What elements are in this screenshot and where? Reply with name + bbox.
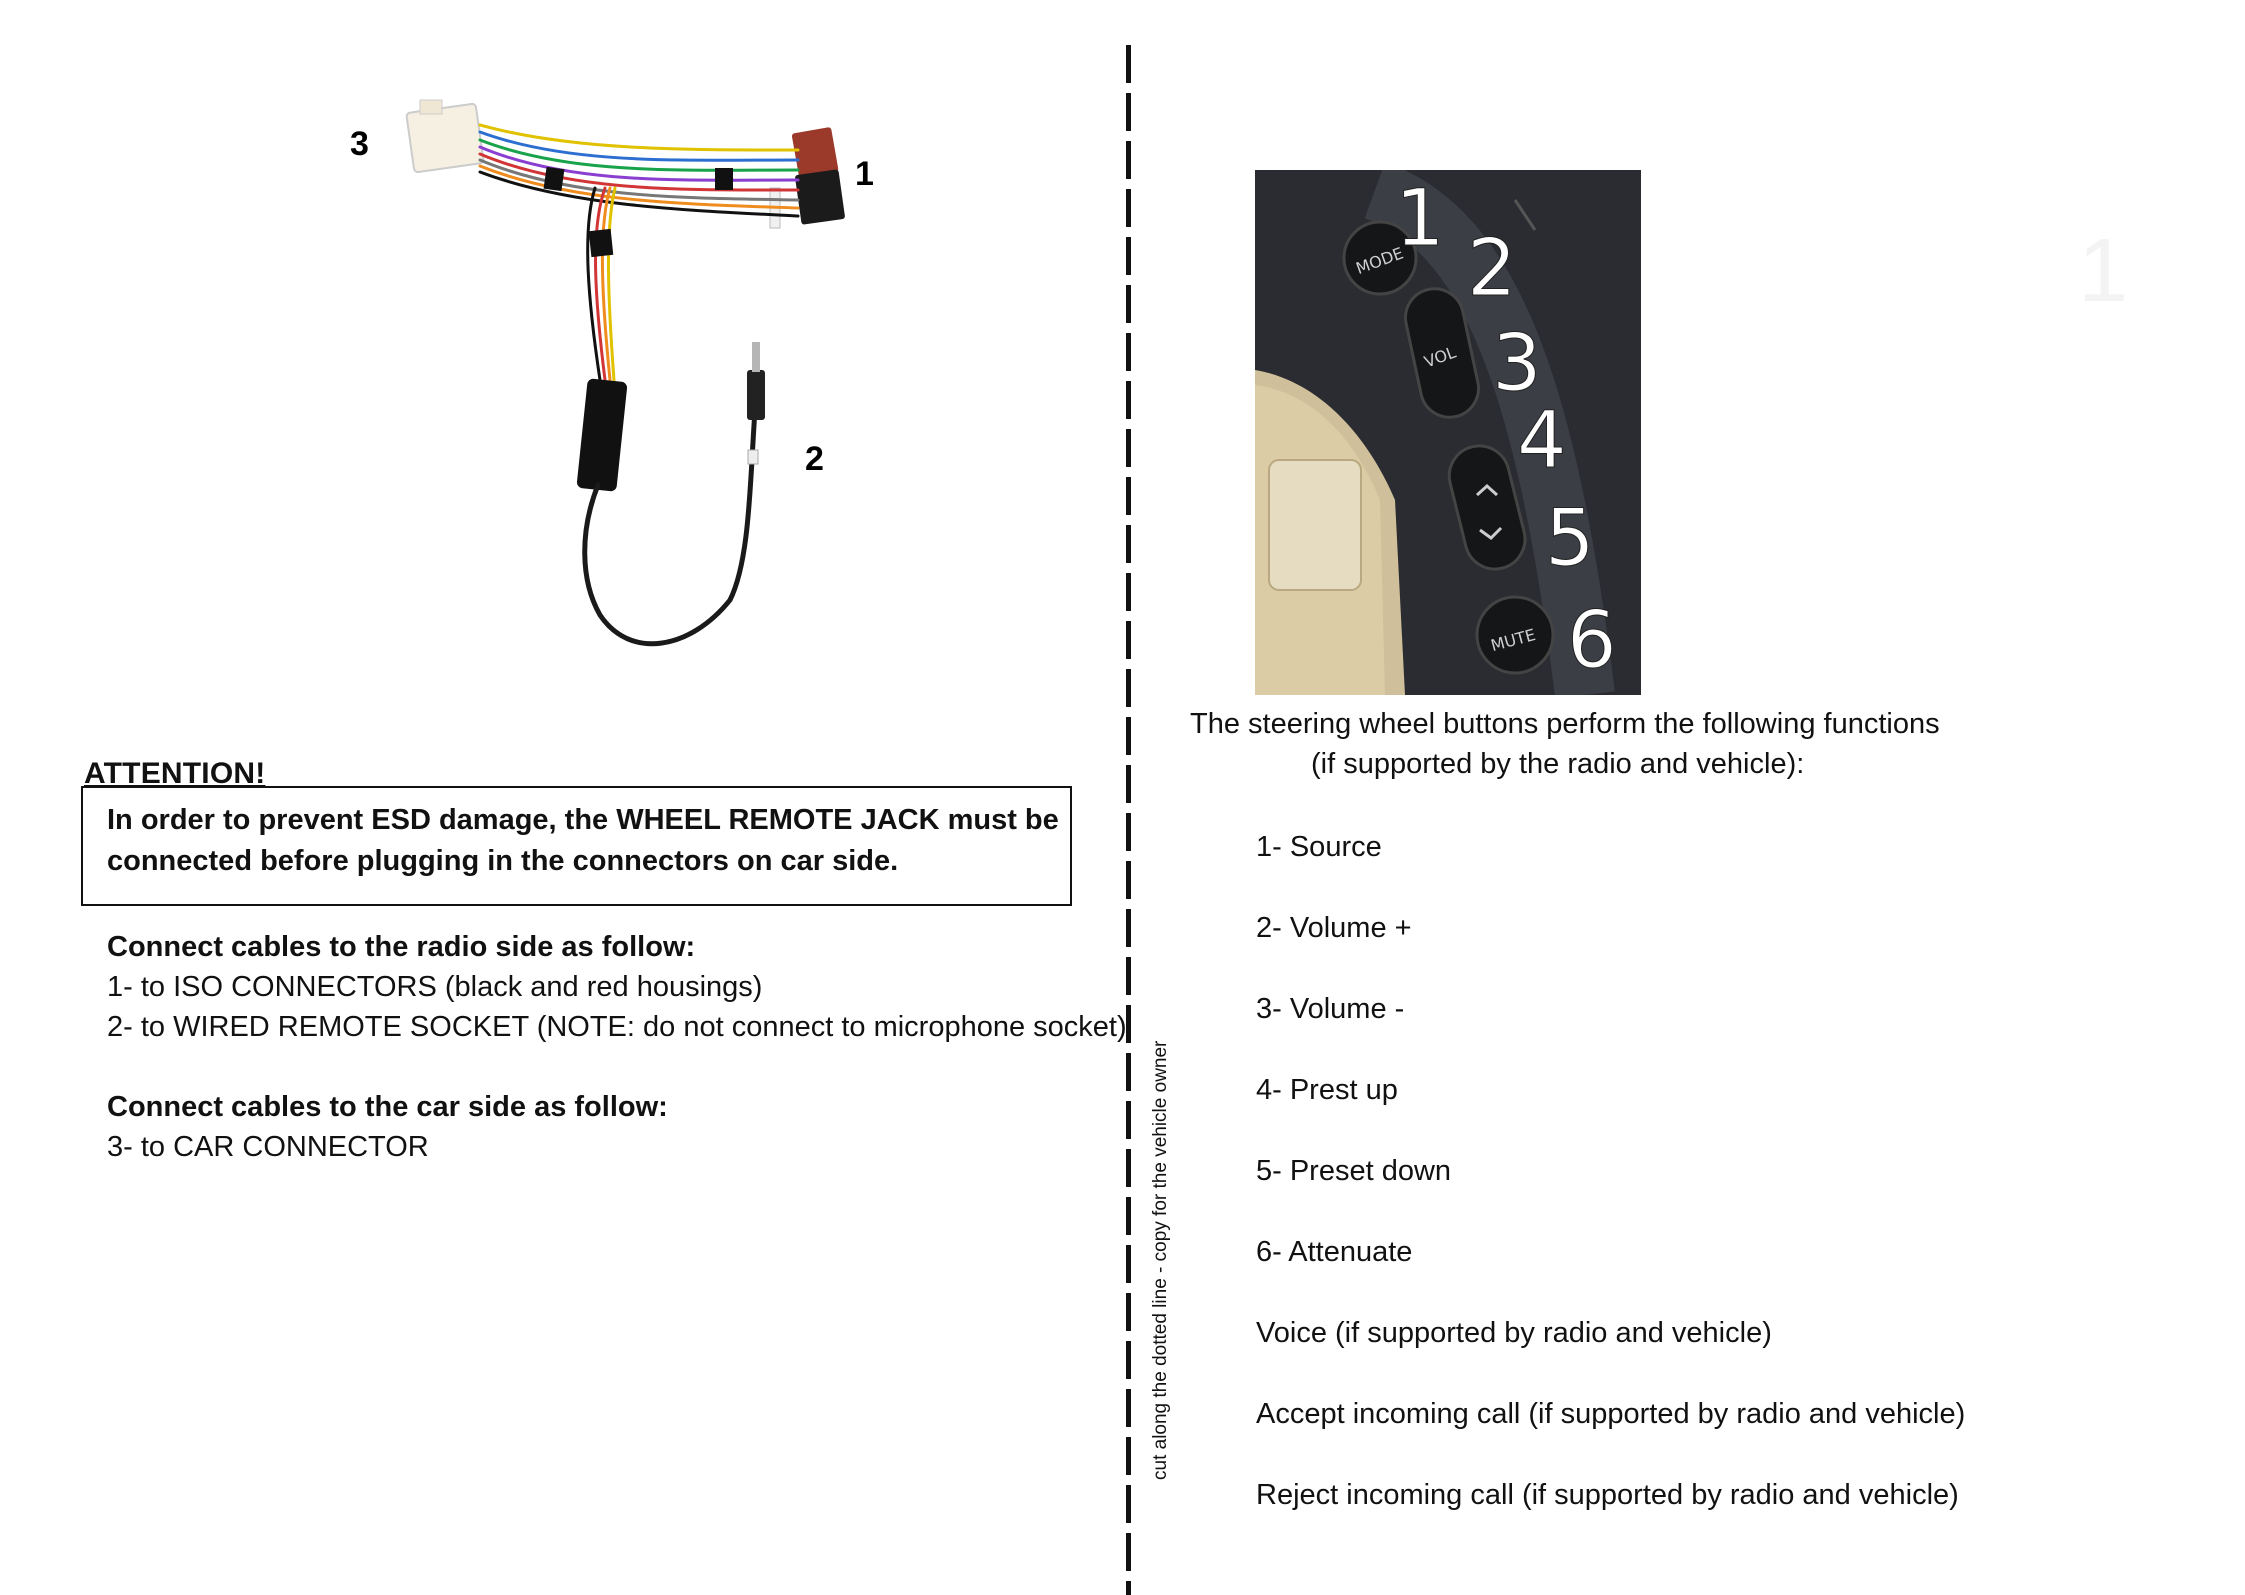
wheel-caption: (if supported by the radio and vehicle): xyxy=(1311,748,1805,780)
function-item: Accept incoming call (if supported by radio and vehicle) xyxy=(1256,1398,1966,1430)
jack-plug xyxy=(747,370,765,420)
function-item: Reject incoming call (if supported by radio and vehicle) xyxy=(1256,1479,1959,1511)
car-connector xyxy=(406,100,484,173)
mode-button-label: MODE xyxy=(1353,243,1406,278)
wheel-number-6: 6 xyxy=(1567,596,1617,686)
car-side-heading: Connect cables to the car side as follow: xyxy=(107,1091,668,1123)
wheel-number-2: 2 xyxy=(1467,224,1517,314)
function-item: Voice (if supported by radio and vehicle) xyxy=(1256,1317,1772,1349)
wheel-number-4: 4 xyxy=(1517,396,1567,486)
callout-3: 3 xyxy=(350,125,369,163)
function-item: 3- Volume - xyxy=(1256,993,1405,1025)
wheel-caption: The steering wheel buttons perform the following functions xyxy=(1190,708,1940,740)
cut-note: cut along the dotted line - copy for the vehicle owner xyxy=(1150,1040,1171,1480)
interface-module xyxy=(576,378,627,492)
attention-line: connected before plugging in the connectors on car side. xyxy=(107,845,899,877)
function-item: 5- Preset down xyxy=(1256,1155,1452,1187)
mute-button-label: MUTE xyxy=(1488,624,1538,656)
faint-page-mark: 1 xyxy=(2078,221,2129,321)
iso-connectors xyxy=(770,127,845,228)
callout-2: 2 xyxy=(805,440,824,478)
cut-line xyxy=(1126,45,1131,1595)
steering-wheel-photo xyxy=(1255,170,1641,695)
radio-side-item: 1- to ISO CONNECTORS (black and red housings) xyxy=(107,971,763,1003)
wheel-number-1: 1 xyxy=(1395,174,1445,264)
function-item: 4- Prest up xyxy=(1256,1074,1398,1106)
attention-line: In order to prevent ESD damage, the WHEEL REMOTE JACK must be xyxy=(107,804,1059,836)
wheel-number-3: 3 xyxy=(1492,319,1542,409)
radio-side-heading: Connect cables to the radio side as follow: xyxy=(107,931,696,963)
function-item: 6- Attenuate xyxy=(1256,1236,1413,1268)
wheel-number-5: 5 xyxy=(1545,494,1595,584)
harness-illustration xyxy=(350,80,910,700)
radio-side-item: 2- to WIRED REMOTE SOCKET (NOTE: do not connect to microphone socket) xyxy=(107,1011,1127,1043)
attention-text xyxy=(107,800,1067,882)
car-side-item: 3- to CAR CONNECTOR xyxy=(107,1131,429,1163)
wire-bundle xyxy=(480,125,798,216)
function-item: 2- Volume + xyxy=(1256,912,1412,944)
vol-button-label: VOL xyxy=(1421,342,1459,372)
callout-1: 1 xyxy=(855,155,874,193)
function-item: 1- Source xyxy=(1256,831,1382,863)
attention-title: ATTENTION! xyxy=(84,757,266,790)
